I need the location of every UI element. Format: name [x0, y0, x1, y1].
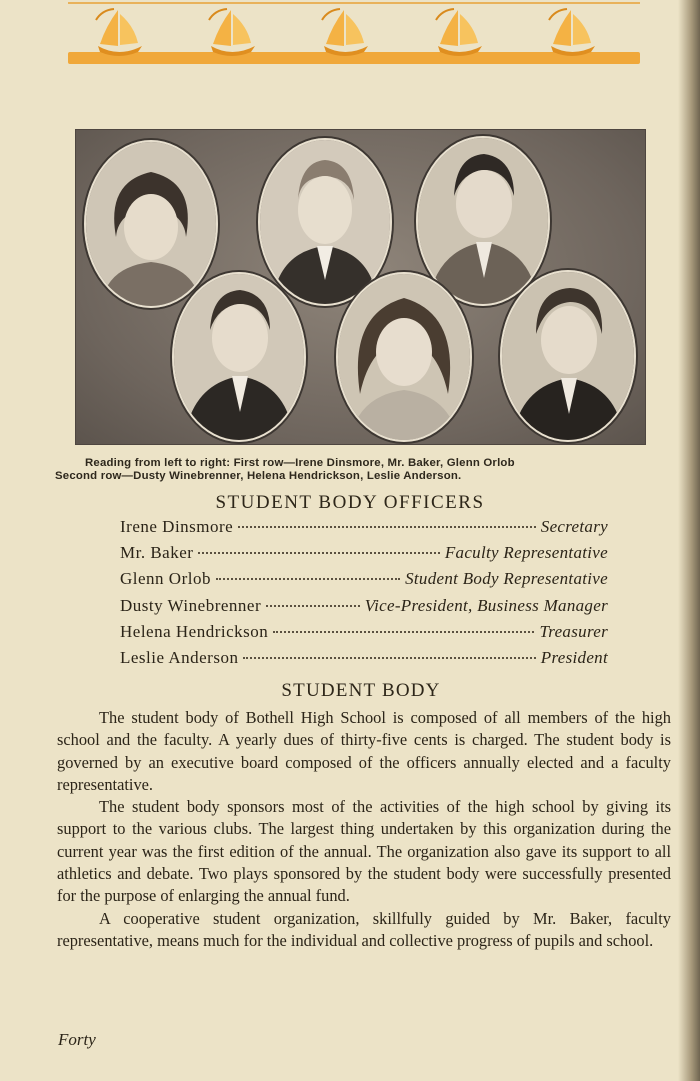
officer-photo-plate — [76, 130, 645, 444]
officer-row — [120, 569, 608, 595]
portrait-dusty-winebrenner — [172, 272, 306, 442]
officer-name: Dusty Winebrenner — [120, 595, 262, 615]
leader-dots — [243, 657, 535, 659]
portrait-glenn-orlob — [416, 136, 550, 306]
page-number: Forty — [58, 1030, 96, 1049]
officer-name: Helena Hendrickson — [120, 621, 269, 641]
officers-list — [120, 517, 608, 674]
officer-name: Leslie Anderson — [120, 647, 239, 667]
sailing-ship-icon — [316, 6, 374, 58]
sailing-ship-icon — [90, 6, 148, 58]
photo-caption — [55, 457, 675, 483]
banner-top-rule — [68, 2, 640, 4]
leader-dots — [266, 605, 360, 607]
leader-dots — [198, 552, 439, 554]
officer-row — [120, 622, 608, 648]
paragraph: A cooperative student organization, skillfully guided by Mr. Baker, faculty representative, means much for the individual and collective progress of pupils and school. — [57, 908, 671, 950]
paragraph: The student body sponsors most of the activities of the high school by giving its support to the various clubs. The largest thing undertaken by this organization during the current year was the first edition of the annual. The organization also gave its support to all athletics and debate. Two plays sponsored by the student body were successfully presented for the purpose of enlarging the annual fund. — [57, 797, 671, 906]
officer-row — [120, 517, 608, 543]
officer-role: President — [540, 647, 608, 667]
officer-name: Glenn Orlob — [120, 569, 211, 589]
leader-dots — [238, 526, 536, 528]
officer-row — [120, 596, 608, 622]
sailing-ship-icon — [203, 6, 261, 58]
sailing-ship-icon — [430, 6, 488, 58]
sailing-ship-icon — [543, 6, 601, 58]
sailing-ship-banner — [68, 0, 640, 66]
paragraph: The student body of Bothell High School is composed of all members of the high school and the faculty. A yearly dues of thirty-five cents is charged. The student body is governed by an executive board composed of the officers annually elected and a faculty representative. — [57, 708, 671, 794]
officer-role: Faculty Representative — [444, 543, 608, 563]
officer-role: Vice-President, Business Manager — [364, 595, 608, 615]
portrait-helena-hendrickson — [336, 272, 472, 442]
page-edge — [678, 0, 700, 1081]
officer-role: Secretary — [540, 517, 608, 536]
leader-dots — [216, 578, 400, 580]
leader-dots — [273, 631, 534, 633]
caption-second-row: Second row—Dusty Winebrenner, Helena Hendrickson, Leslie Anderson. — [55, 470, 462, 482]
student-body-heading: STUDENT BODY — [281, 680, 441, 701]
officer-role: Student Body Representative — [405, 569, 608, 589]
caption-first-row: Reading from left to right: First row—Irene Dinsmore, Mr. Baker, Glenn Orlob — [85, 457, 515, 469]
portrait-leslie-anderson — [500, 270, 636, 442]
officer-role: Treasurer — [539, 621, 608, 641]
officer-row — [120, 543, 608, 569]
officer-name: Irene Dinsmore — [120, 517, 234, 536]
officer-row — [120, 648, 608, 674]
portrait-irene-dinsmore — [84, 140, 218, 308]
student-body-article — [57, 707, 671, 952]
officer-name: Mr. Baker — [120, 543, 194, 563]
officers-heading: STUDENT BODY OFFICERS — [215, 492, 485, 513]
